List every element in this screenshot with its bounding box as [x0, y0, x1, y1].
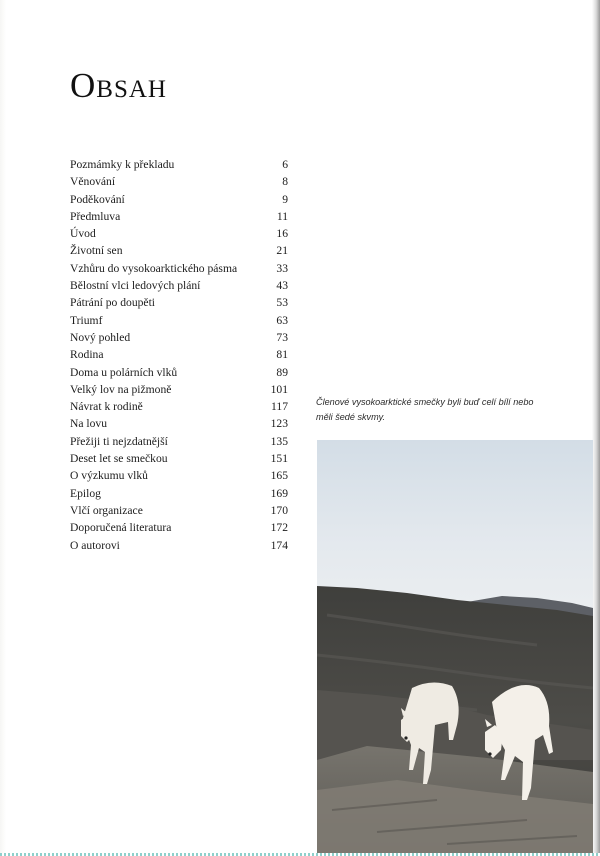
toc-entry-label: Doma u polárních vlků	[70, 365, 178, 379]
toc-entry-page: 117	[271, 400, 288, 414]
toc-entry-label: Bělostní vlci ledových plání	[70, 279, 201, 293]
toc-entry[interactable]	[70, 502, 288, 519]
toc-entry[interactable]	[70, 433, 288, 450]
toc-entry-page: 16	[276, 227, 288, 241]
toc-entry-page: 21	[276, 244, 288, 258]
caption-line: Členové vysokoarktické smečky byli buď celí bílí nebo	[316, 397, 534, 407]
toc-entry-page: 135	[270, 434, 288, 448]
toc-entry-page: 151	[270, 452, 288, 466]
toc-entry-page: 43	[276, 279, 288, 293]
toc-entry-page: 73	[276, 330, 288, 344]
toc-entry-page: 53	[276, 296, 288, 310]
table-of-contents	[70, 156, 288, 554]
toc-entry-label: Vlčí organizace	[70, 503, 143, 517]
toc-entry-page: 165	[270, 469, 288, 483]
toc-entry[interactable]	[70, 346, 288, 363]
toc-entry-page: 101	[270, 382, 288, 396]
toc-entry-label: Rodina	[70, 348, 104, 362]
toc-entry[interactable]	[70, 312, 288, 329]
toc-entry[interactable]	[70, 450, 288, 467]
toc-entry[interactable]	[70, 381, 288, 398]
toc-entry-label: O výzkumu vlků	[70, 469, 148, 483]
toc-entry[interactable]	[70, 191, 288, 208]
caption-line: měli šedé skvmy.	[316, 412, 386, 422]
toc-entry-label: Na lovu	[70, 417, 108, 431]
toc-entry-page: 8	[282, 175, 288, 189]
arctic-wolves-photo	[317, 440, 593, 856]
toc-entry[interactable]	[70, 485, 288, 502]
toc-entry-page: 170	[270, 503, 288, 517]
toc-entry[interactable]	[70, 415, 288, 432]
toc-entry[interactable]	[70, 398, 288, 415]
toc-entry[interactable]	[70, 519, 288, 536]
toc-entry-page: 123	[270, 417, 288, 431]
toc-entry-page: 172	[270, 521, 288, 535]
toc-entry-label: Věnování	[70, 175, 116, 189]
toc-entry-label: Vzhůru do vysokoarktického pásma	[70, 261, 238, 275]
toc-entry-page: 174	[270, 538, 288, 552]
toc-entry[interactable]	[70, 242, 288, 259]
toc-entry[interactable]	[70, 225, 288, 242]
toc-entry-label: O autorovi	[70, 538, 120, 552]
toc-entry-label: Úvod	[70, 227, 96, 241]
toc-entry[interactable]	[70, 156, 288, 173]
toc-entry-label: Triumf	[70, 313, 103, 327]
toc-entry[interactable]	[70, 260, 288, 277]
toc-entry-label: Životní sen	[70, 244, 123, 258]
toc-entry-label: Předmluva	[70, 209, 121, 223]
toc-entry-label: Pátrání po doupěti	[70, 296, 156, 310]
photo-caption	[316, 395, 566, 425]
toc-entry-label: Doporučená literatura	[70, 521, 172, 535]
toc-entry[interactable]	[70, 173, 288, 190]
toc-entry[interactable]	[70, 537, 288, 554]
toc-entry-page: 6	[282, 158, 288, 171]
toc-entry-page: 89	[276, 365, 288, 379]
toc-entry-label: Epilog	[70, 486, 101, 500]
toc-entry-label: Přežiji ti nejzdatnější	[70, 434, 168, 448]
toc-entry[interactable]	[70, 364, 288, 381]
toc-entry-page: 81	[276, 348, 288, 362]
toc-entry[interactable]	[70, 208, 288, 225]
toc-entry-page: 11	[276, 209, 288, 223]
toc-entry-page: 63	[276, 313, 288, 327]
toc-entry-page: 169	[270, 486, 288, 500]
toc-entry[interactable]	[70, 467, 288, 484]
toc-entry-label: Velký lov na pižmoně	[70, 382, 172, 396]
page-title: Obsah	[70, 66, 167, 105]
toc-entry-label: Nový pohled	[70, 330, 131, 344]
toc-entry-label: Návrat k rodině	[70, 400, 143, 414]
toc-entry-page: 33	[276, 261, 288, 275]
toc-entry-page: 9	[282, 192, 288, 206]
toc-entry[interactable]	[70, 329, 288, 346]
toc-entry[interactable]	[70, 277, 288, 294]
toc-entry-label: Poděkování	[70, 192, 125, 206]
toc-entry[interactable]	[70, 294, 288, 311]
toc-entry-label: Deset let se smečkou	[70, 452, 168, 466]
toc-entry-label: Pozmámky k překladu	[70, 158, 175, 171]
